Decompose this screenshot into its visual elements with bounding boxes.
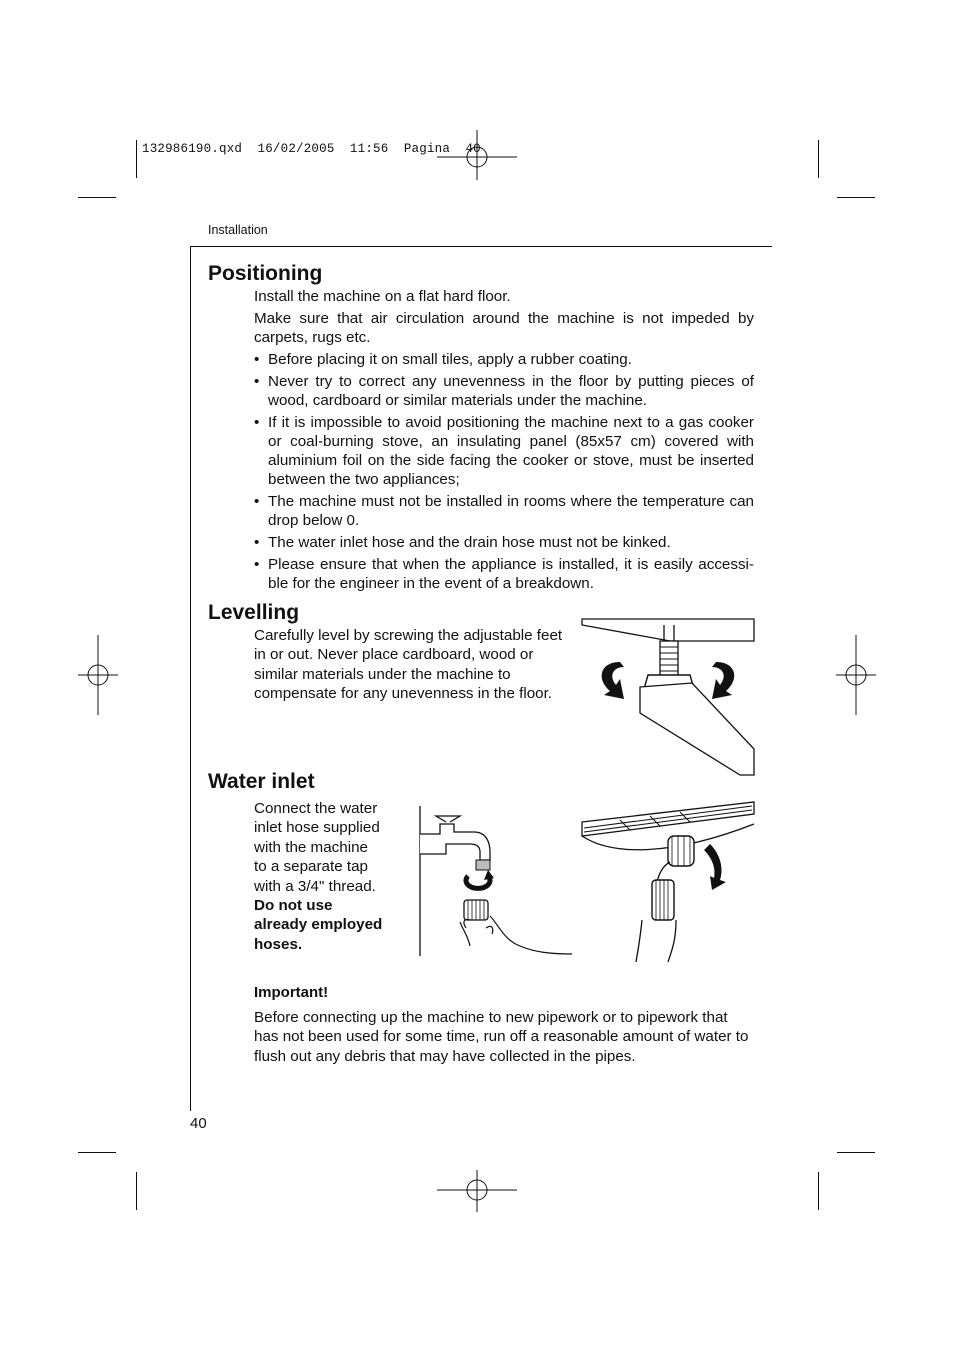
paragraph: Carefully level by screwing the adjustable feet in or out. Never place cardboard, wood or similar materials under the machine to compensate for any unevenness in the floor. [254, 627, 563, 703]
crop-mark [818, 140, 819, 178]
print-slug: 132986190.qxd 16/02/2005 11:56 Pagina 40 [142, 142, 481, 156]
bullet-list [254, 350, 754, 596]
list-item: • The water inlet hose and the drain hose must not be kinked. [254, 533, 754, 552]
crop-mark [837, 1152, 875, 1153]
paragraph [254, 799, 384, 954]
tap-illustration [416, 804, 576, 960]
registration-mark-icon [836, 635, 876, 715]
running-head: Installation [208, 223, 268, 237]
crop-mark [818, 1172, 819, 1210]
section-heading-positioning: Positioning [208, 262, 323, 285]
header-rule [190, 246, 772, 247]
water-inlet-text: Connect the water inlet hose supplied with the machine to a separate tap with a 3/4" thread. [254, 800, 380, 895]
margin-rule [190, 246, 191, 1111]
section-heading-water-inlet: Water inlet [208, 770, 315, 793]
paragraph: Install the machine on a flat hard floor. [254, 288, 511, 305]
crop-mark [78, 197, 116, 198]
crop-mark [136, 140, 137, 178]
warning-text: Do not use already employed hoses. [254, 897, 383, 953]
registration-mark-icon [78, 635, 118, 715]
list-item: • Please ensure that when the appliance is installed, it is easily accessi-ble for the engineer in the event of a breakdown. [254, 555, 754, 593]
section-heading-levelling: Levelling [208, 601, 300, 624]
important-label: Important! [254, 984, 329, 1001]
registration-mark-icon [437, 1170, 517, 1212]
list-item: • Before placing it on small tiles, apply a rubber coating. [254, 350, 754, 369]
hose-connection-illustration [580, 800, 756, 964]
list-item: • Never try to correct any unevenness in the floor by putting pieces of wood, cardboard or similar materials under the machine. [254, 372, 754, 410]
list-item: • The machine must not be installed in rooms where the temperature can drop below 0. [254, 492, 754, 530]
list-item: • If it is impossible to avoid positioning the machine next to a gas cooker or coal-burning stove, an insulating panel (85x57 cm) covered with aluminium foil on the side facing the cooker or stove, must be inserted between the two appliances; [254, 413, 754, 490]
paragraph: Before connecting up the machine to new pipework or to pipework that has not been used for some time, run off a reasonable amount of water to flush out any debris that may have collected in the pipes. [254, 1009, 749, 1065]
levelling-feet-illustration [580, 617, 756, 779]
page-number: 40 [190, 1115, 207, 1132]
crop-mark [78, 1152, 116, 1153]
paragraph: Make sure that air circulation around the machine is not impeded by carpets, rugs etc. [254, 310, 754, 347]
crop-mark [837, 197, 875, 198]
crop-mark [136, 1172, 137, 1210]
